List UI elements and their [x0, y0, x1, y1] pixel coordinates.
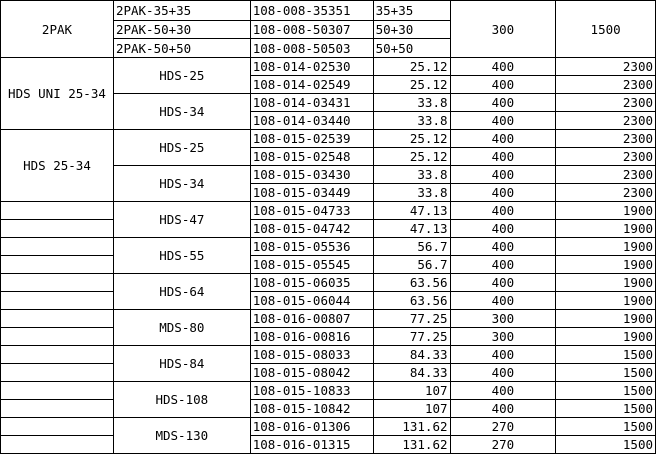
part-number-cell[interactable]: 108-008-50503: [250, 39, 373, 58]
part-number-cell[interactable]: 108-016-01306: [250, 418, 373, 436]
quantity-cell[interactable]: 270: [450, 436, 556, 454]
amount-cell[interactable]: 1900: [556, 202, 656, 220]
value-cell[interactable]: 63.56: [373, 274, 450, 292]
amount-cell[interactable]: 1500: [556, 400, 656, 418]
value-cell[interactable]: 33.8: [373, 112, 450, 130]
part-number-cell[interactable]: 108-014-03440: [250, 112, 373, 130]
quantity-cell[interactable]: 400: [450, 256, 556, 274]
group-cell[interactable]: 2PAK: [1, 1, 114, 58]
value-cell[interactable]: 50+50: [373, 39, 450, 58]
value-cell[interactable]: 25.12: [373, 130, 450, 148]
quantity-cell[interactable]: 400: [450, 292, 556, 310]
quantity-cell[interactable]: 400: [450, 58, 556, 76]
table-row: [1, 274, 656, 292]
value-cell[interactable]: 56.7: [373, 238, 450, 256]
value-cell[interactable]: 84.33: [373, 346, 450, 364]
quantity-cell[interactable]: 400: [450, 112, 556, 130]
value-cell[interactable]: 47.13: [373, 220, 450, 238]
empty-cell[interactable]: [1, 400, 114, 418]
table-row: [1, 418, 656, 436]
amount-cell[interactable]: 1900: [556, 220, 656, 238]
table-row: [1, 130, 656, 148]
amount-cell[interactable]: 1500: [556, 418, 656, 436]
empty-cell[interactable]: [1, 310, 114, 328]
part-number-cell[interactable]: 108-015-10833: [250, 382, 373, 400]
empty-cell[interactable]: [1, 364, 114, 382]
value-cell[interactable]: 25.12: [373, 148, 450, 166]
part-number-cell[interactable]: 108-015-10842: [250, 400, 373, 418]
amount-cell[interactable]: 2300: [556, 94, 656, 112]
value-cell[interactable]: 33.8: [373, 94, 450, 112]
empty-cell[interactable]: [1, 418, 114, 436]
amount-cell[interactable]: 1900: [556, 274, 656, 292]
subgroup-cell[interactable]: MDS-130: [113, 418, 250, 454]
subgroup-cell[interactable]: HDS-84: [113, 346, 250, 382]
part-number-cell[interactable]: 108-015-08042: [250, 364, 373, 382]
quantity-cell[interactable]: 400: [450, 364, 556, 382]
part-number-cell[interactable]: 108-015-02548: [250, 148, 373, 166]
quantity-cell[interactable]: 300: [450, 328, 556, 346]
subgroup-cell[interactable]: HDS-64: [113, 274, 250, 310]
quantity-cell[interactable]: 400: [450, 94, 556, 112]
amount-cell[interactable]: 1500: [556, 436, 656, 454]
empty-cell[interactable]: [1, 274, 114, 292]
part-number-cell[interactable]: 108-008-50307: [250, 20, 373, 39]
quantity-cell[interactable]: 300: [450, 310, 556, 328]
value-cell[interactable]: 33.8: [373, 184, 450, 202]
amount-cell[interactable]: 1500: [556, 1, 656, 58]
value-cell[interactable]: 35+35: [373, 1, 450, 21]
value-cell[interactable]: 47.13: [373, 202, 450, 220]
subgroup-cell[interactable]: HDS-34: [113, 166, 250, 202]
amount-cell[interactable]: 1500: [556, 346, 656, 364]
table-row: [1, 328, 656, 346]
quantity-cell[interactable]: 400: [450, 274, 556, 292]
subgroup-cell[interactable]: HDS-34: [113, 94, 250, 130]
part-number-cell[interactable]: 108-014-02530: [250, 58, 373, 76]
value-cell[interactable]: 131.62: [373, 418, 450, 436]
value-cell[interactable]: 33.8: [373, 166, 450, 184]
value-cell[interactable]: 50+30: [373, 20, 450, 39]
empty-cell[interactable]: [1, 202, 114, 220]
subgroup-cell[interactable]: 2PAK-35+35: [113, 1, 250, 21]
empty-cell[interactable]: [1, 238, 114, 256]
part-number-cell[interactable]: 108-016-01315: [250, 436, 373, 454]
table-row: [1, 58, 656, 76]
empty-cell[interactable]: [1, 436, 114, 454]
table-row: [1, 238, 656, 256]
part-number-cell[interactable]: 108-015-06035: [250, 274, 373, 292]
value-cell[interactable]: 56.7: [373, 256, 450, 274]
empty-cell[interactable]: [1, 382, 114, 400]
value-cell[interactable]: 131.62: [373, 436, 450, 454]
quantity-cell[interactable]: 400: [450, 400, 556, 418]
part-number-cell[interactable]: 108-015-06044: [250, 292, 373, 310]
part-number-cell[interactable]: 108-008-35351: [250, 1, 373, 21]
value-cell[interactable]: 25.12: [373, 58, 450, 76]
quantity-cell[interactable]: 400: [450, 184, 556, 202]
quantity-cell[interactable]: 400: [450, 130, 556, 148]
amount-cell[interactable]: 1900: [556, 292, 656, 310]
quantity-cell[interactable]: 270: [450, 418, 556, 436]
amount-cell[interactable]: 2300: [556, 148, 656, 166]
empty-cell[interactable]: [1, 292, 114, 310]
empty-cell[interactable]: [1, 328, 114, 346]
table-row: [1, 220, 656, 238]
part-number-cell[interactable]: 108-015-03449: [250, 184, 373, 202]
amount-cell[interactable]: 1900: [556, 328, 656, 346]
quantity-cell[interactable]: 400: [450, 76, 556, 94]
amount-cell[interactable]: 1900: [556, 256, 656, 274]
amount-cell[interactable]: 2300: [556, 112, 656, 130]
part-number-cell[interactable]: 108-015-03430: [250, 166, 373, 184]
part-number-cell[interactable]: 108-015-05536: [250, 238, 373, 256]
empty-cell[interactable]: [1, 220, 114, 238]
part-number-cell[interactable]: 108-016-00816: [250, 328, 373, 346]
part-number-cell[interactable]: 108-014-02549: [250, 76, 373, 94]
value-cell[interactable]: 77.25: [373, 310, 450, 328]
value-cell[interactable]: 25.12: [373, 76, 450, 94]
subgroup-cell[interactable]: HDS-47: [113, 202, 250, 238]
quantity-cell[interactable]: 400: [450, 202, 556, 220]
quantity-cell[interactable]: 400: [450, 346, 556, 364]
amount-cell[interactable]: 2300: [556, 166, 656, 184]
part-number-cell[interactable]: 108-015-05545: [250, 256, 373, 274]
group-cell[interactable]: HDS UNI 25-34: [1, 58, 114, 130]
quantity-cell[interactable]: 400: [450, 148, 556, 166]
table-row: [1, 292, 656, 310]
subgroup-cell[interactable]: 2PAK-50+30: [113, 20, 250, 39]
subgroup-cell[interactable]: HDS-108: [113, 382, 250, 418]
quantity-cell[interactable]: 300: [450, 1, 556, 58]
value-cell[interactable]: 107: [373, 400, 450, 418]
part-number-cell[interactable]: 108-014-03431: [250, 94, 373, 112]
value-cell[interactable]: 107: [373, 382, 450, 400]
amount-cell[interactable]: 2300: [556, 184, 656, 202]
amount-cell[interactable]: 2300: [556, 76, 656, 94]
subgroup-cell[interactable]: HDS-25: [113, 58, 250, 94]
quantity-cell[interactable]: 400: [450, 166, 556, 184]
subgroup-cell[interactable]: HDS-55: [113, 238, 250, 274]
table-row: [1, 400, 656, 418]
table-row: [1, 202, 656, 220]
part-number-cell[interactable]: 108-015-04742: [250, 220, 373, 238]
subgroup-cell[interactable]: MDS-80: [113, 310, 250, 346]
part-number-cell[interactable]: 108-015-04733: [250, 202, 373, 220]
quantity-cell[interactable]: 400: [450, 382, 556, 400]
subgroup-cell[interactable]: HDS-25: [113, 130, 250, 166]
amount-cell[interactable]: 2300: [556, 58, 656, 76]
table-row: [1, 256, 656, 274]
table-row: [1, 382, 656, 400]
part-number-cell[interactable]: 108-015-02539: [250, 130, 373, 148]
amount-cell[interactable]: 1500: [556, 364, 656, 382]
quantity-cell[interactable]: 400: [450, 220, 556, 238]
value-cell[interactable]: 63.56: [373, 292, 450, 310]
amount-cell[interactable]: 1900: [556, 310, 656, 328]
table-row: [1, 364, 656, 382]
value-cell[interactable]: 77.25: [373, 328, 450, 346]
value-cell[interactable]: 84.33: [373, 364, 450, 382]
amount-cell[interactable]: 1500: [556, 382, 656, 400]
subgroup-cell[interactable]: 2PAK-50+50: [113, 39, 250, 58]
table-row: [1, 310, 656, 328]
table-row: [1, 1, 656, 21]
table-row: [1, 346, 656, 364]
part-number-cell[interactable]: 108-016-00807: [250, 310, 373, 328]
amount-cell[interactable]: 1900: [556, 238, 656, 256]
empty-cell[interactable]: [1, 256, 114, 274]
part-number-cell[interactable]: 108-015-08033: [250, 346, 373, 364]
table-row: [1, 436, 656, 454]
quantity-cell[interactable]: 400: [450, 238, 556, 256]
empty-cell[interactable]: [1, 346, 114, 364]
group-cell[interactable]: HDS 25-34: [1, 130, 114, 202]
amount-cell[interactable]: 2300: [556, 130, 656, 148]
